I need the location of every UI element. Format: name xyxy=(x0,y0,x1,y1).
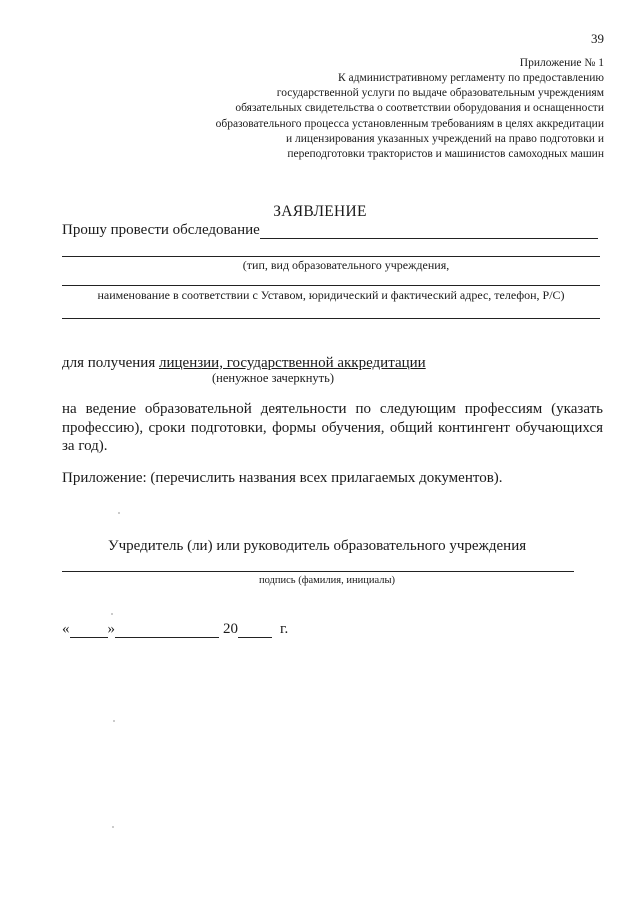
page-number: 39 xyxy=(591,31,604,46)
scan-speck xyxy=(111,613,113,615)
form-title: ЗАЯВЛЕНИЕ xyxy=(273,203,367,220)
appendix-line: обязательных свидетельства о соответствии оборудования и оснащенности xyxy=(235,102,604,115)
attachments-text: Приложение: (перечислить названия всех прилагаемых документов). xyxy=(62,470,503,486)
purpose-line xyxy=(62,355,426,372)
scan-speck xyxy=(118,512,120,514)
date-close-quote: » xyxy=(107,621,115,637)
appendix-line: переподготовки трактористов и машинистов самоходных машин xyxy=(287,148,604,161)
purpose-prefix: для получения xyxy=(62,355,156,371)
appendix-line: государственной услуги по выдаче образовательным учреждениям xyxy=(276,87,604,100)
institution-type-field[interactable] xyxy=(260,224,598,239)
date-row xyxy=(62,621,288,638)
purpose-note: (ненужное зачеркнуть) xyxy=(212,371,334,385)
appendix-line: К административному регламенту по предоставлению xyxy=(337,72,604,84)
scan-speck xyxy=(112,826,114,828)
scan-speck xyxy=(113,720,115,722)
institution-line-3[interactable] xyxy=(62,285,600,286)
caption-institution-type: (тип, вид образовательного учреждения, xyxy=(242,258,450,272)
appendix-line: и лицензирования указанных учреждений на право подготовки и xyxy=(286,132,604,145)
request-row xyxy=(62,222,598,239)
appendix-line: образовательного процесса установленным требованиям в целях аккредитации xyxy=(215,117,604,130)
signature-line[interactable] xyxy=(62,571,574,572)
date-open-quote: « xyxy=(62,621,70,637)
appendix-title: Приложение № 1 xyxy=(519,57,604,69)
date-year-prefix: 20 xyxy=(223,621,238,637)
date-year-suffix: г. xyxy=(280,621,289,637)
purpose-options[interactable]: лицензии, государственной аккредитации xyxy=(159,355,426,371)
date-month-field[interactable] xyxy=(115,623,219,638)
institution-line-2[interactable] xyxy=(62,256,600,257)
appendix-description xyxy=(184,71,604,162)
institution-line-4[interactable] xyxy=(62,318,600,319)
request-label: Прошу провести обследование xyxy=(62,222,260,238)
professions-paragraph: на ведение образовательной деятельности по следующим профессиям (указать профессию), сроки подготовки, формы обучения, общий контингент обучающихся за год). xyxy=(62,401,603,454)
signature-caption: подпись (фамилия, инициалы) xyxy=(258,575,396,586)
founder-label: Учредитель (ли) или руководитель образовательного учреждения xyxy=(108,538,527,554)
date-day-field[interactable] xyxy=(70,623,108,638)
caption-institution-name: наименование в соответствии с Уставом, юридический и фактический адрес, телефон, Р/С) xyxy=(97,288,565,302)
date-year-field[interactable] xyxy=(238,623,272,638)
